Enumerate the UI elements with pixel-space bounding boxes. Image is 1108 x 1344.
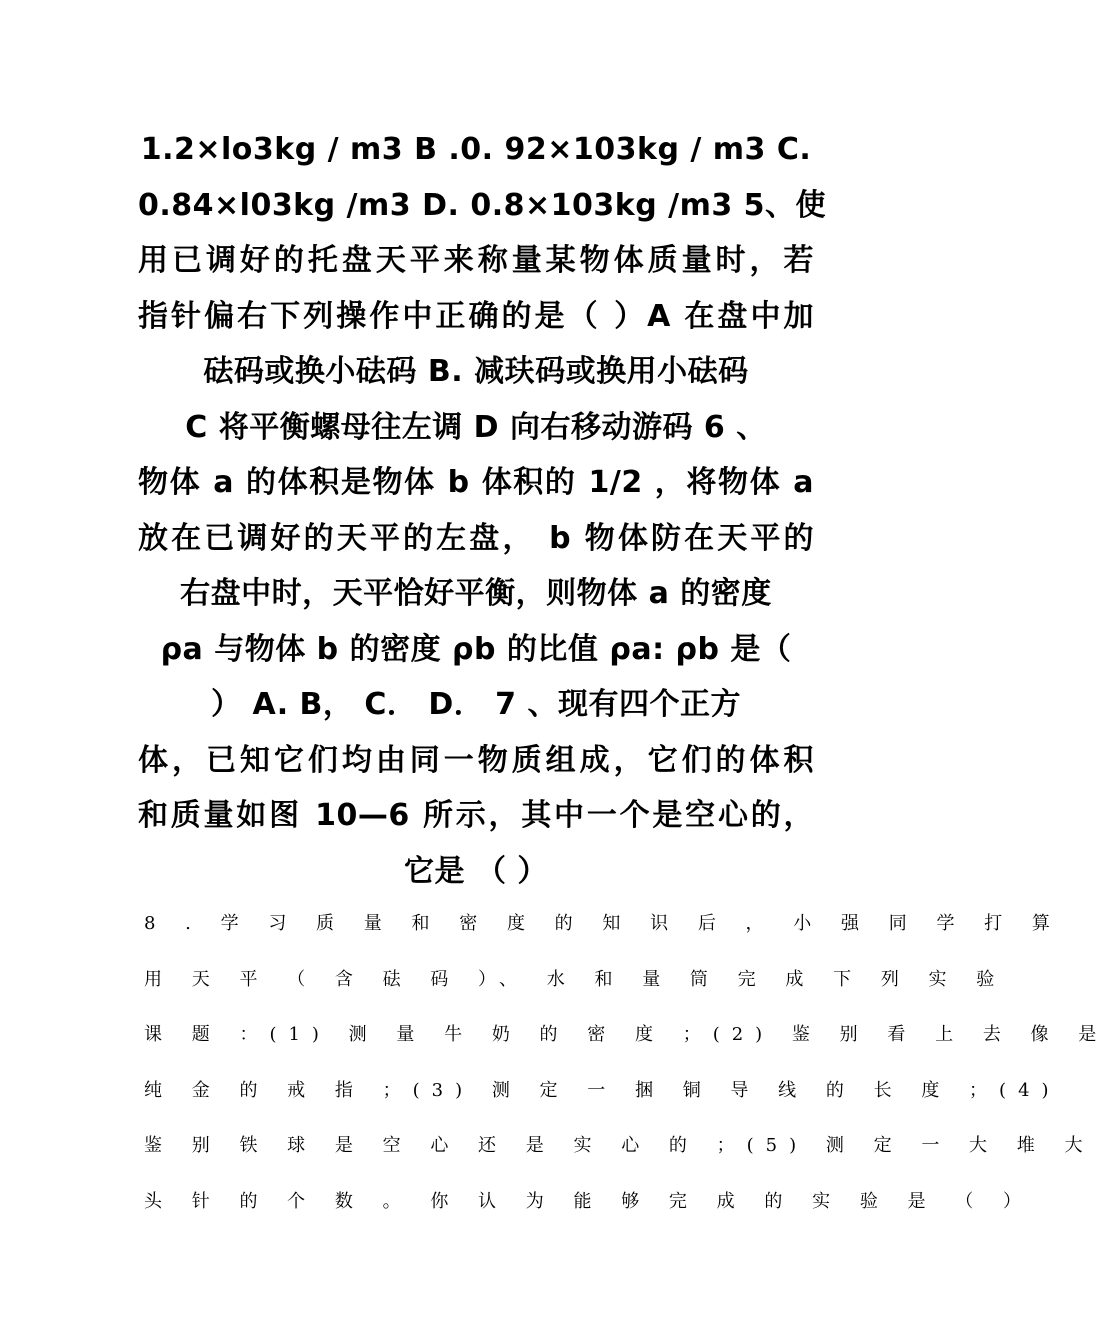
- text-line: 右盘中时，天平恰好平衡，则物体 a 的密度: [180, 576, 772, 611]
- text-line: 放在已调好的天平的左盘， b 物体防在天平的: [138, 520, 814, 556]
- text-line: 课 题 ：(1) 测 量 牛 奶 的 密 度 ；(2) 鉴 别 看 上 去 像 是: [144, 1024, 1108, 1046]
- text-line: ρa 与物体 b 的密度 ρb 的比值 ρa: ρb 是（: [160, 631, 792, 667]
- text-line: 头 针 的 个 数 。 你 认 为 能 够 完 成 的 实 验 是 （ ）: [144, 1190, 1033, 1212]
- text-line: 它是 （ ）: [404, 853, 548, 889]
- text-line: 体，已知它们均由同一物质组成，它们的体积: [138, 742, 814, 778]
- text-line: 用 天 平 （ 含 砝 码 ）、 水 和 量 筒 完 成 下 列 实 验: [144, 968, 1007, 990]
- text-line: 用已调好的托盘天平来称量某物体质量时，若: [138, 243, 814, 278]
- question-text-small: [144, 896, 1108, 1230]
- text-line: 砝码或换小砝码 B. 减玞码或换用小砝码: [203, 354, 749, 389]
- text-line: 1.2×lo3kg / m3 B .0. 92×103kg / m3 C.: [140, 132, 812, 167]
- text-line: ） A. B， C． D． 7 、现有四个正方: [211, 687, 741, 722]
- text-line: 和质量如图 10—6 所示，其中一个是空心的，: [138, 798, 814, 833]
- text-line: 指针偏右下列操作中正确的是（ ）A 在盘中加: [138, 298, 814, 334]
- text-line: 0.84×l03kg /m3 D. 0.8×103kg /m3 5、使: [138, 187, 827, 223]
- text-line: 8 . 学 习 质 量 和 密 度 的 知 识 后 ， 小 强 同 学 打 算: [144, 913, 1062, 934]
- text-line: C 将平衡螺母往左调 D 向右移动游码 6 、: [185, 409, 767, 445]
- question-text-large: [138, 122, 827, 899]
- text-line: 鉴 别 铁 球 是 空 心 还 是 实 心 的 ；(5) 测 定 一 大 堆 大: [144, 1135, 1095, 1157]
- text-line: 物体 a 的体积是物体 b 体积的 1/2 ，将物体 a: [138, 465, 814, 500]
- text-line: 纯 金 的 戒 指 ；(3) 测 定 一 捆 铜 导 线 的 长 度 ；(4): [144, 1079, 1061, 1101]
